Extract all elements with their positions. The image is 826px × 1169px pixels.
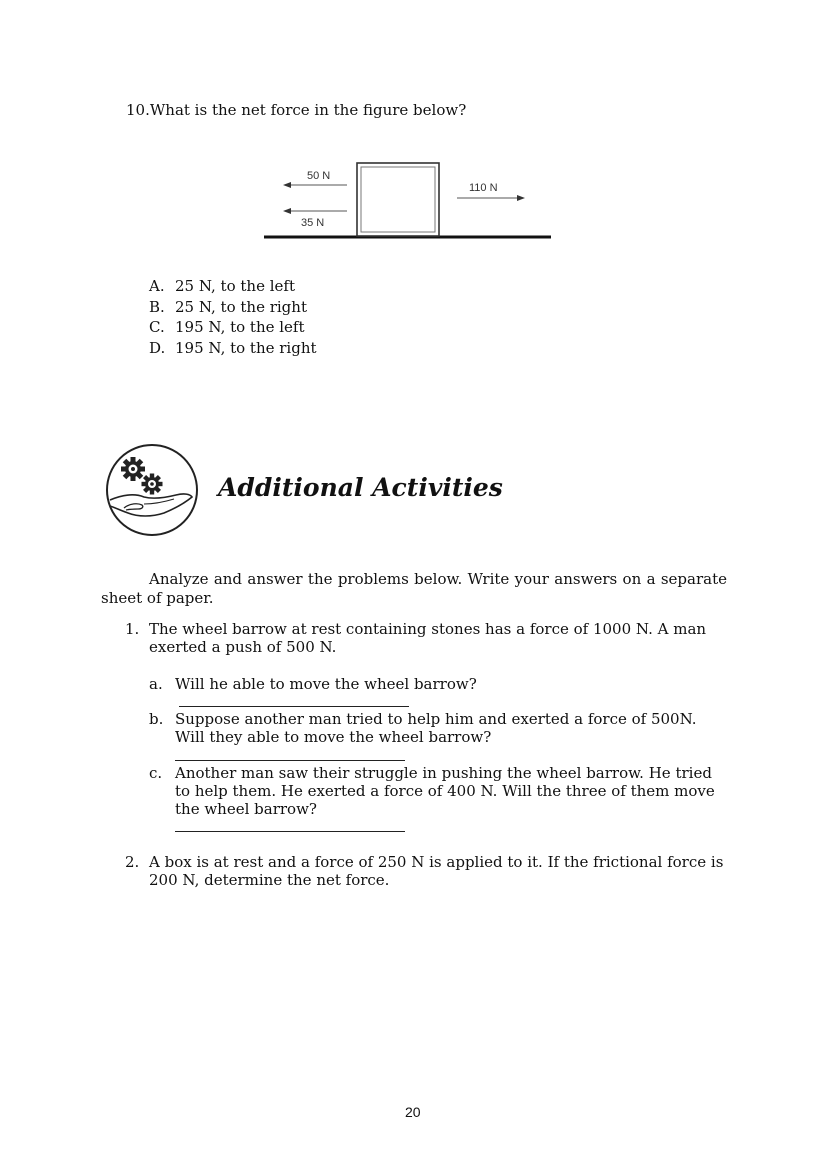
question-10 — [126, 101, 466, 119]
choice-letter: B. — [149, 297, 165, 316]
choice-letter: D. — [149, 338, 166, 357]
subitem-1b — [149, 710, 719, 746]
subitem-letter: b. — [149, 710, 164, 728]
choice-letter: C. — [149, 318, 165, 336]
problem-number: 2. — [125, 853, 140, 871]
subitem-text: Will he able to move the wheel barrow? — [175, 675, 477, 693]
problem-1 — [125, 620, 725, 656]
subitem-1c — [149, 764, 719, 818]
arrowhead-110n — [517, 195, 525, 201]
choice-a[interactable] — [149, 276, 317, 297]
answer-blank-1b[interactable] — [175, 760, 405, 761]
choice-letter: A. — [149, 277, 165, 295]
problem-text: A box is at rest and a force of 250 N is applied to it. If the frictional force is 200 N, determine the net force. — [149, 853, 724, 889]
label-35n: 35 N — [301, 217, 325, 229]
arrowhead-50n — [283, 182, 291, 188]
label-110n: 110 N — [469, 182, 498, 194]
choice-text: 25 N, to the left — [175, 277, 295, 295]
answer-choices — [149, 276, 317, 358]
subitem-letter: a. — [149, 675, 163, 693]
choice-d[interactable] — [149, 338, 317, 359]
gears-in-hand-icon — [104, 442, 200, 538]
choice-c[interactable] — [149, 317, 317, 338]
subitem-text: Suppose another man tried to help him and exerted a force of 500N. Will they able to move the wheel barrow? — [175, 710, 697, 746]
section-title: Additional Activities — [218, 473, 503, 502]
arrowhead-35n — [283, 208, 291, 214]
choice-b[interactable] — [149, 297, 317, 318]
subitem-text: Another man saw their struggle in pushing the wheel barrow. He tried to help them. He exerted a force of 400 N. Will the three of them move the wheel barrow? — [175, 764, 715, 818]
label-50n: 50 N — [307, 170, 331, 182]
question-prompt: What is the net force in the figure below? — [149, 101, 467, 119]
choice-text: 195 N, to the left — [175, 318, 305, 336]
force-diagram — [260, 158, 560, 244]
box — [357, 163, 439, 236]
problem-2 — [125, 853, 725, 889]
choice-text: 195 N, to the right — [175, 338, 317, 357]
page-number: 20 — [405, 1104, 421, 1120]
subitem-letter: c. — [149, 764, 163, 782]
subitem-1a — [149, 675, 709, 711]
answer-blank-1c[interactable] — [175, 831, 405, 832]
instructions: Analyze and answer the problems below. Write your answers on a separate sheet of paper. — [101, 570, 727, 607]
problem-number: 1. — [125, 620, 140, 638]
question-number: 10. — [126, 101, 150, 119]
answer-blank-1a[interactable] — [179, 694, 409, 707]
problem-text: The wheel barrow at rest containing stones has a force of 1000 N. A man exerted a push of 500 N. — [149, 620, 707, 656]
choice-text: 25 N, to the right — [175, 297, 307, 316]
